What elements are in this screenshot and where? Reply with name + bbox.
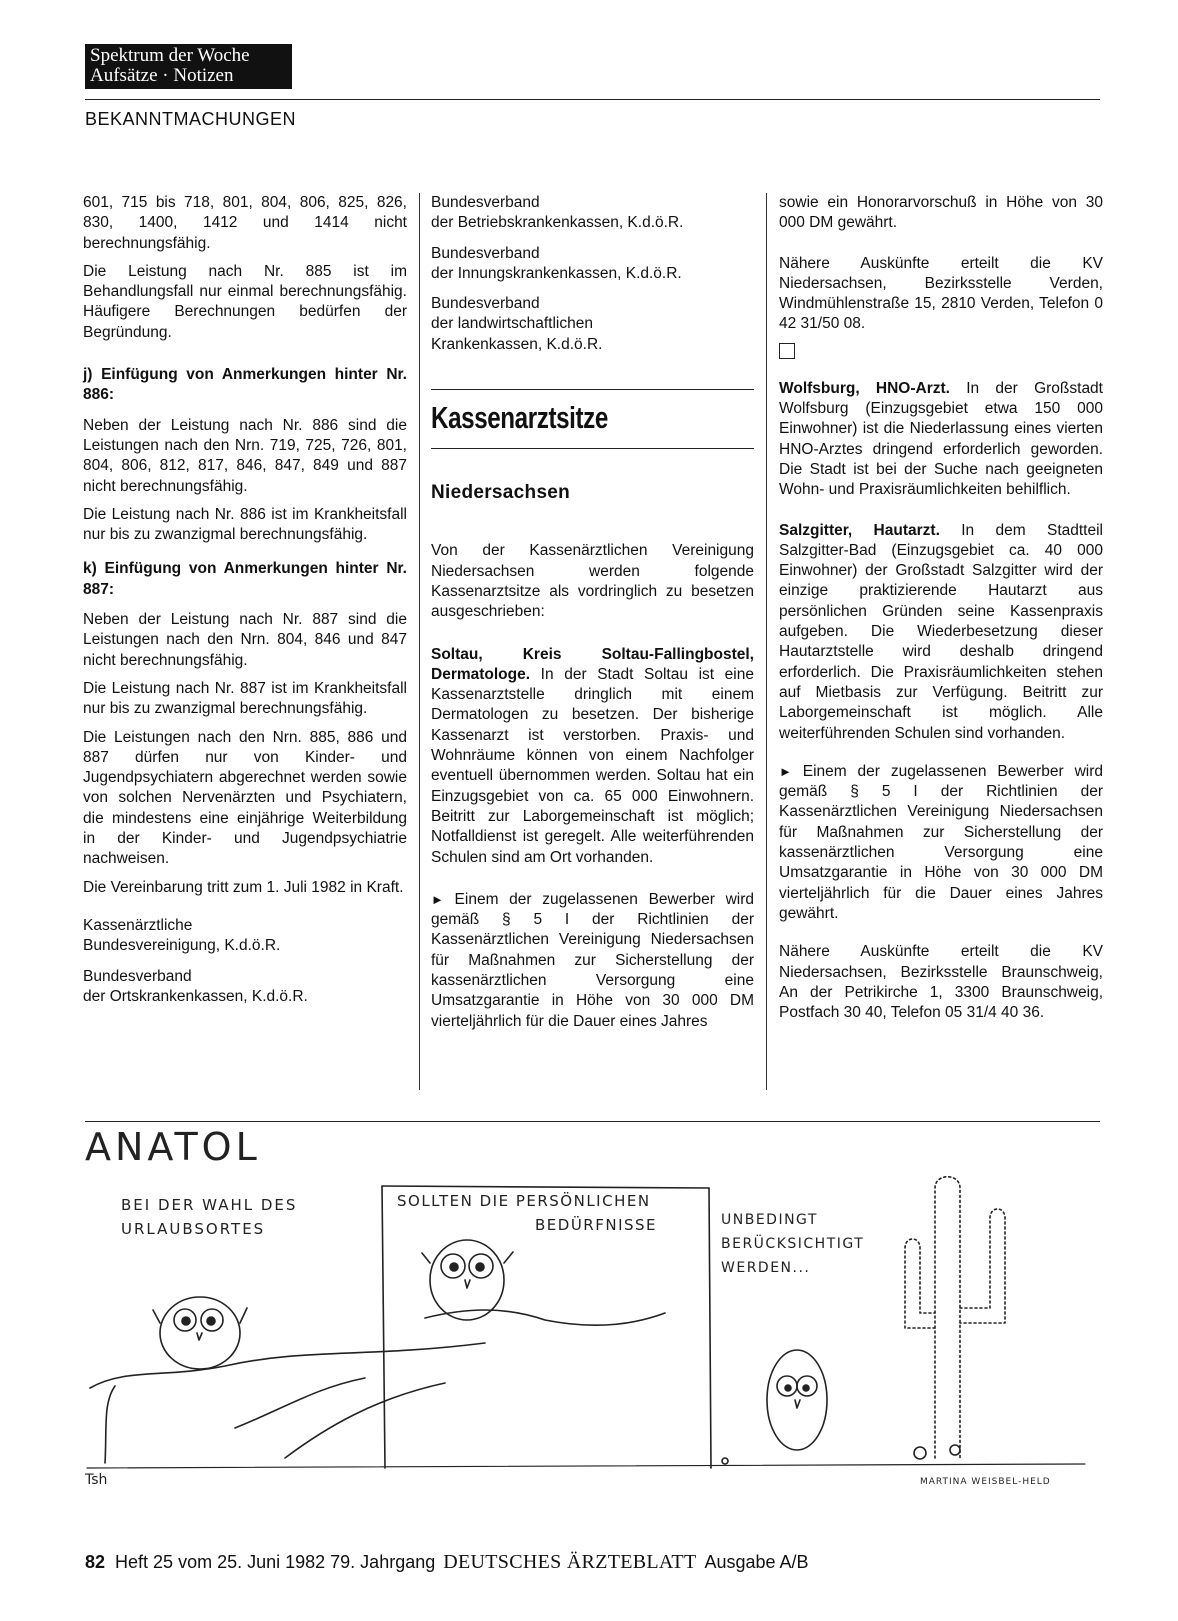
journal-name: DEUTSCHES ÄRZTEBLATT xyxy=(443,1551,697,1573)
header-line-2: Aufsätze · Notizen xyxy=(90,65,234,86)
page-number: 82 xyxy=(85,1552,106,1572)
edition-info: Ausgabe A/B xyxy=(704,1552,809,1572)
section-label: BEKANNTMACHUNGEN xyxy=(85,109,297,129)
signatory-org: Bundesverband der landwirtschaftlichen Krankenkassen, K.d.ö.R. xyxy=(431,295,603,353)
paragraph: Nähere Auskünfte erteilt die KV Niedersachsen, Bezirksstelle Verden, Windmühlenstraße 15, 2810 Verden, Telefon 0 42 31/50 08. xyxy=(779,254,1103,333)
guarantee-paragraph: ► Einem der zugelassenen Bewerber wird gemäß § 5 I der Richtlinien der Kassenärztlichen Vereinigung Niedersachsen für Maßnahmen zur Sicherstellung der kassenärztlichen Versorgung eine Umsatzgarantie in Höhe von 30 000 DM vierteljährlich für die Dauer eines Jahres gewährt. xyxy=(779,762,1103,922)
panel3-caption-line2: BERÜCKSICHTIGT xyxy=(721,1236,865,1252)
title-rule-bottom xyxy=(431,448,754,449)
subheading-j: j) Einfügung von Anmerkungen hinter Nr. 886: xyxy=(83,366,407,404)
paragraph: Die Leistungen nach den Nrn. 885, 886 und 887 dürfen nur von Kinder- und Jugendpsychiatern abgerechnet werden sowie von solchen Nervenärzten und Psychiatern, die mindestens eine einjährige Weiterbildung in der Kinder- und Jugendpsychiatrie nachweisen. xyxy=(83,728,407,868)
issue-info: Heft 25 vom 25. Juni 1982 79. Jahrgang xyxy=(115,1552,436,1572)
title-rule-top xyxy=(431,389,754,390)
section-title: Kassenarztsitze xyxy=(431,400,608,436)
paragraph: sowie ein Honorarvorschuß in Höhe von 30 000 DM gewährt. xyxy=(779,194,1103,232)
page-footer xyxy=(85,1551,809,1574)
panel3-caption-line3: WERDEN... xyxy=(721,1260,811,1276)
cartoon-signature: MARTINA WEISBEL-HELD xyxy=(920,1477,1051,1487)
end-marker-square xyxy=(779,343,795,359)
column-3 xyxy=(779,193,1103,1031)
signatory-org: Bundesverband der Betriebskrankenkassen, K.d.ö.R. xyxy=(431,194,684,232)
paragraph: Neben der Leistung nach Nr. 886 sind die Leistungen nach den Nrn. 719, 725, 726, 801, 804, 806, 812, 817, 846, 847, 849 und 887 nicht berechnungsfähig. xyxy=(83,416,407,495)
guarantee-paragraph: ► Einem der zugelassenen Bewerber wird gemäß § 5 I der Richtlinien der Kassenärztlichen Vereinigung Niedersachsen für Maßnahmen zur Sicherstellung der kassenärztlichen Versorgung eine Umsatzgarantie in Höhe von 30 000 DM vierteljährlich für die Dauer eines Jahres xyxy=(431,890,754,1030)
paragraph: Von der Kassenärztlichen Vereinigung Niedersachsen werden folgende Kassenarztsitze als vordringlich zu besetzen ausgeschrieben: xyxy=(431,542,754,621)
paragraph: Die Leistung nach Nr. 887 ist im Krankheitsfall nur bis zu zwanzigmal berechnungsfähig. xyxy=(83,679,407,718)
panel1-caption-line1: BEI DER WAHL DES xyxy=(121,1196,298,1214)
column-1 xyxy=(83,193,407,1017)
cartoon-initials: Tsh xyxy=(85,1472,108,1488)
panel2-caption-line1: SOLLTEN DIE PERSÖNLICHEN xyxy=(397,1192,651,1210)
header-line-1: Spektrum der Woche xyxy=(90,45,250,66)
arrow-icon: ► xyxy=(431,891,444,907)
arrow-icon: ► xyxy=(779,763,792,779)
column-divider-1 xyxy=(419,193,420,1090)
paragraph: Neben der Leistung nach Nr. 887 sind die Leistungen nach den Nrn. 804, 846 und 847 nicht berechnungsfähig. xyxy=(83,611,407,669)
signatory-org: Bundesverband der Innungskrankenkassen, K.d.ö.R. xyxy=(431,244,682,282)
paragraph: Die Vereinbarung tritt zum 1. Juli 1982 in Kraft. xyxy=(83,878,404,896)
top-rule xyxy=(85,99,1100,100)
cartoon-rule xyxy=(85,1121,1100,1122)
cartoon-title: ANATOL xyxy=(85,1128,261,1169)
signatory-org: Bundesverband der Ortskrankenkassen, K.d.ö.R. xyxy=(83,967,308,1005)
listing-heading: Salzgitter, Hautarzt. xyxy=(779,521,940,539)
column-2 xyxy=(431,193,754,1040)
column-divider-2 xyxy=(766,193,767,1090)
signatory-org: Kassenärztliche Bundesvereinigung, K.d.ö.R. xyxy=(83,916,281,955)
panel2-caption-line2: BEDÜRFNISSE xyxy=(535,1216,658,1234)
listing-soltau: Soltau, Kreis Soltau-Fallingbostel, Dermatologe. In der Stadt Soltau ist eine Kassenarztstelle dringlich mit einem Dermatologen zu besetzen. Der bisherige Kassenarzt ist verstorben. Praxis- und Wohnräume können von einem Nachfolger eventuell übernommen werden. Soltau hat ein Einzugsgebiet von ca. 65 000 Einwohnern. Beitritt zur Laborgemeinschaft ist möglich; Notfalldienst ist geregelt. Alle weiterführenden Schulen sind am Ort vorhanden. xyxy=(431,645,754,866)
paragraph: Die Leistung nach Nr. 886 ist im Krankheitsfall nur bis zu zwanzigmal berechnungsfähig. xyxy=(83,505,407,544)
subheading-k: k) Einfügung von Anmerkungen hinter Nr. 887: xyxy=(83,560,407,598)
anatol-cartoon xyxy=(85,1128,1100,1508)
panel3-caption-line1: UNBEDINGT xyxy=(721,1212,818,1228)
paragraph: Nähere Auskünfte erteilt die KV Niedersachsen, Bezirksstelle Braunschweig, An der Petrikirche 1, 3300 Braunschweig, Postfach 30 40, Telefon 05 31/4 40 36. xyxy=(779,943,1103,1022)
listing-wolfsburg: Wolfsburg, HNO-Arzt. In der Großstadt Wolfsburg (Einzugsgebiet etwa 150 000 Einwohner) ist die Niederlassung eines vierten HNO-Arztes dringend erforderlich geworden. Die Stadt ist bei der Suche nach geeigneten Wohn- und Praxisräumlichkeiten behilflich. xyxy=(779,379,1103,499)
paragraph: 601, 715 bis 718, 801, 804, 806, 825, 826, 830, 1400, 1412 und 1414 nicht berechnungsfähig. xyxy=(83,194,407,252)
listing-heading: Wolfsburg, HNO-Arzt. xyxy=(779,379,950,397)
section-header-box xyxy=(85,44,292,89)
panel1-caption-line2: URLAUBSORTES xyxy=(121,1220,266,1238)
listing-heading: Soltau, Kreis Soltau-Fallingbostel, Dermatologe. xyxy=(431,645,754,683)
region-heading: Niedersachsen xyxy=(431,482,571,504)
paragraph: Die Leistung nach Nr. 885 ist im Behandlungsfall nur einmal berechnungsfähig. Häufigere Berechnungen bedürfen der Begründung. xyxy=(83,262,407,341)
listing-salzgitter: Salzgitter, Hautarzt. In dem Stadtteil Salzgitter-Bad (Einzugsgebiet ca. 40 000 Einwohner) der Großstadt Salzgitter wird der einzige praktizierende Hautarzt aus persönlichen Gründen seine Kassenpraxis aufgeben. Die Wiederbesetzung dieser Hautarztstelle wird deshalb dringend erforderlich. Die Praxisräumlichkeiten stehen auf Mietbasis zur Verfügung. Beitritt zur Laborgemeinschaft ist möglich. Alle weiterführenden Schulen sind vorhanden. xyxy=(779,521,1103,742)
